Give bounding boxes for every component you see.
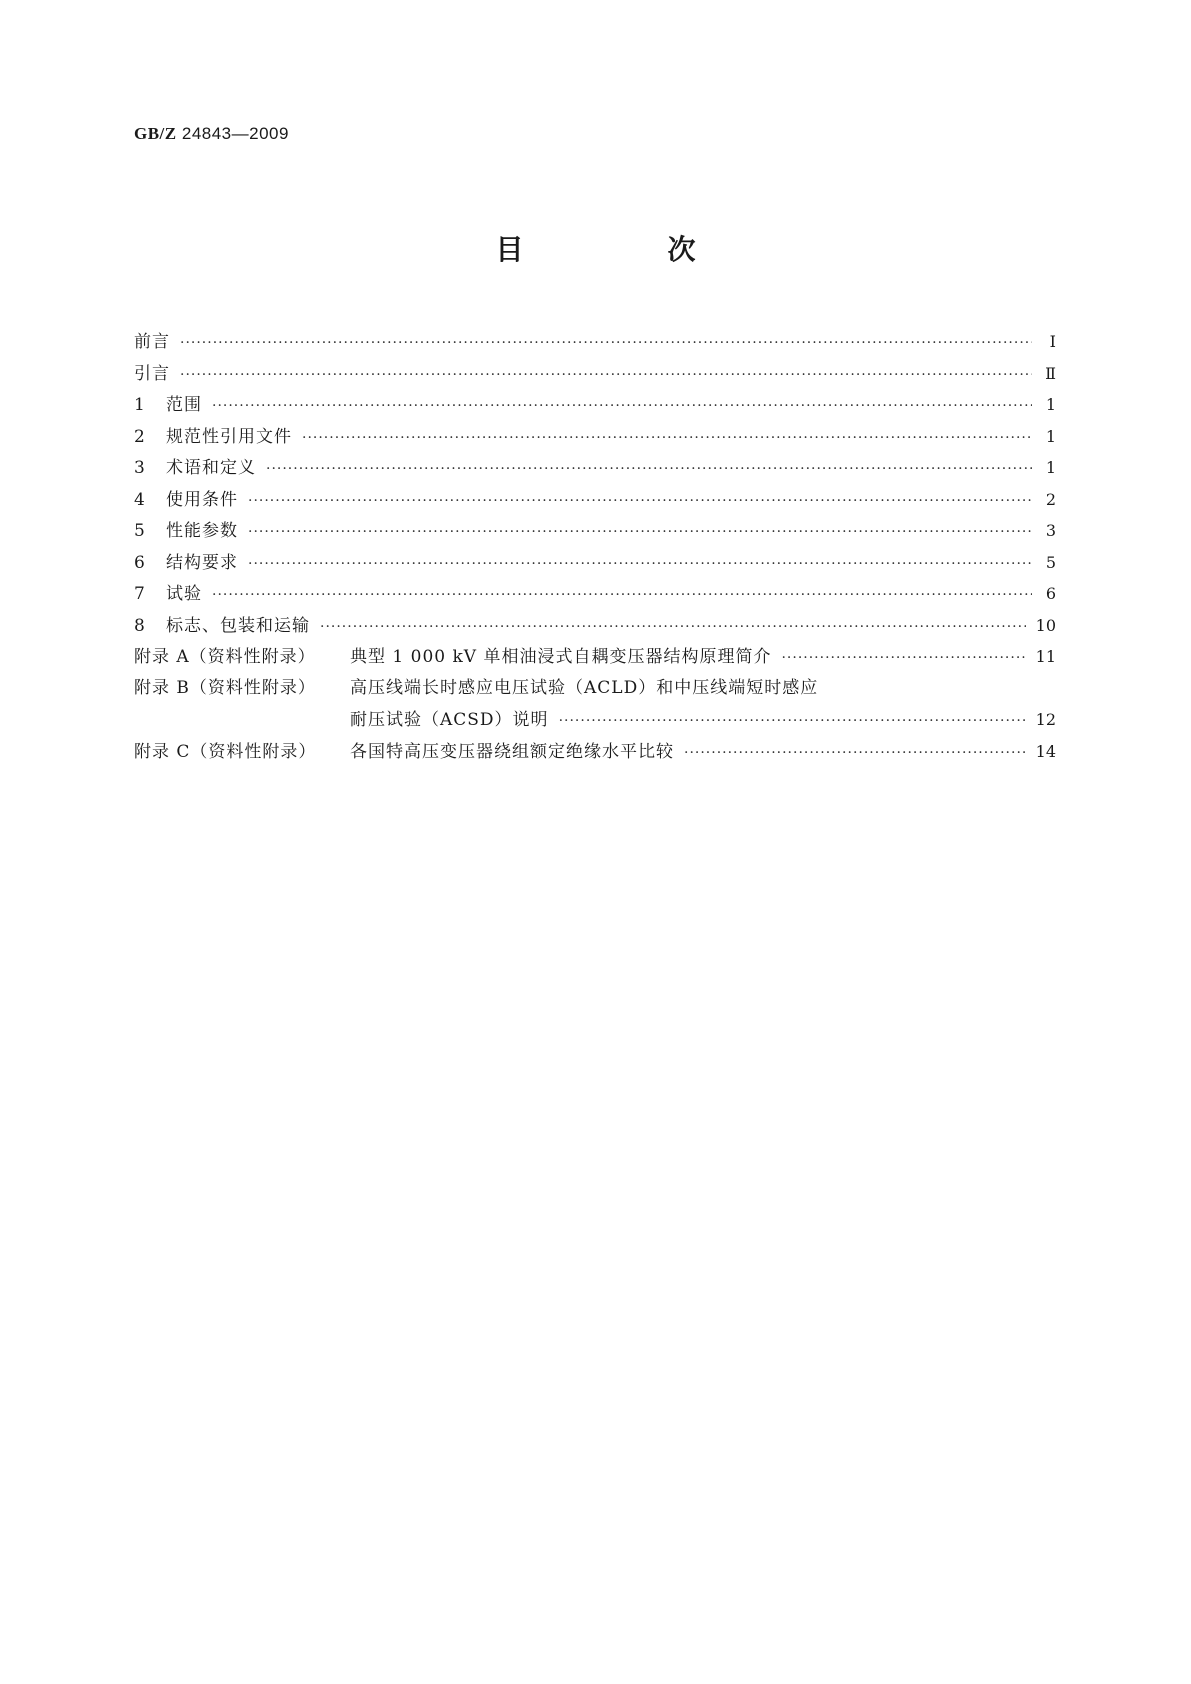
toc-entry-label: 标志、包装和运输 [166,615,310,636]
toc-entry-number: 2 [134,426,145,447]
toc-entry-scope[interactable] [134,389,1056,421]
toc-page-number: 1 [1045,426,1056,446]
toc-entry-foreword[interactable] [134,326,1056,358]
toc-entry-normative-references[interactable] [134,421,1056,453]
toc-entry-marking[interactable] [134,610,1056,642]
toc-entry-number: 3 [134,458,145,478]
page-title: 目 次 [495,233,754,266]
toc-entry-label: 试验 [166,584,202,604]
toc-entry-performance[interactable] [134,515,1056,547]
standard-prefix: GB/Z [134,124,177,143]
annex-label: 附录 B（资料性附录） [134,677,316,698]
toc-entry-introduction[interactable] [134,358,1056,390]
leader-dots [302,423,1032,455]
toc-entry-label: 引言 [134,363,170,384]
toc-entry-structure[interactable] [134,547,1056,579]
toc-page-number: 6 [1045,584,1056,603]
leader-dots [684,738,1026,770]
annex-label: 附录 C（资料性附录） [134,741,317,762]
toc-entry-annex-b[interactable] [134,673,1056,705]
toc-entry-number: 6 [134,552,145,573]
toc-page-number: 2 [1045,489,1056,509]
toc-entry-number: 7 [134,584,145,604]
leader-dots [320,612,1026,644]
toc-entry-label: 前言 [134,332,170,352]
annex-title: 各国特高压变压器绕组额定绝缘水平比较 [350,741,674,762]
toc-entry-label: 范围 [166,395,202,415]
leader-dots [248,517,1032,549]
leader-dots [248,486,1032,518]
toc-page-number: 11 [1035,647,1056,666]
toc-entry-label: 术语和定义 [166,458,256,478]
leader-dots [180,328,1032,360]
leader-dots [248,549,1032,581]
toc-entry-label: 性能参数 [166,521,238,541]
toc-entry-tests[interactable] [134,578,1056,610]
toc-entry-number: 1 [134,395,145,415]
standard-number [134,124,289,144]
leader-dots [212,391,1032,423]
toc-entry-label: 使用条件 [166,489,238,510]
toc-page-number: 12 [1035,710,1056,729]
toc-page-number: 1 [1045,458,1056,477]
toc-entry-number: 8 [134,615,145,636]
toc-entry-annex-b-cont[interactable] [134,704,1056,736]
leader-dots [559,706,1026,738]
toc-entry-label: 规范性引用文件 [166,426,292,447]
toc-page-number: 10 [1035,615,1056,635]
leader-dots [212,580,1032,612]
toc-entry-annex-a[interactable] [134,641,1056,673]
leader-dots [266,454,1032,486]
toc-page-number: 3 [1045,521,1056,540]
standard-code: 24843—2009 [181,124,289,143]
annex-title: 典型 1 000 kV 单相油浸式自耦变压器结构原理简介 [350,647,772,667]
toc-page-number: 5 [1045,552,1056,572]
toc-entry-number: 5 [134,521,145,541]
toc-page-number: Ⅰ [1049,332,1056,351]
leader-dots [180,360,1032,392]
leader-dots [781,643,1025,675]
annex-label: 附录 A（资料性附录） [134,647,316,667]
toc-entry-service-conditions[interactable] [134,484,1056,516]
table-of-contents [134,326,1056,767]
toc-page-number: 1 [1045,395,1056,414]
toc-entry-terms[interactable] [134,452,1056,484]
toc-entry-label: 结构要求 [166,552,238,573]
toc-entry-annex-c[interactable] [134,736,1056,768]
annex-title-line2: 耐压试验（ACSD）说明 [350,710,549,730]
annex-title-line1: 高压线端长时感应电压试验（ACLD）和中压线端短时感应 [350,677,819,698]
toc-page-number: Ⅱ [1045,363,1056,383]
toc-page-number: 14 [1035,741,1056,761]
toc-entry-number: 4 [134,489,145,510]
